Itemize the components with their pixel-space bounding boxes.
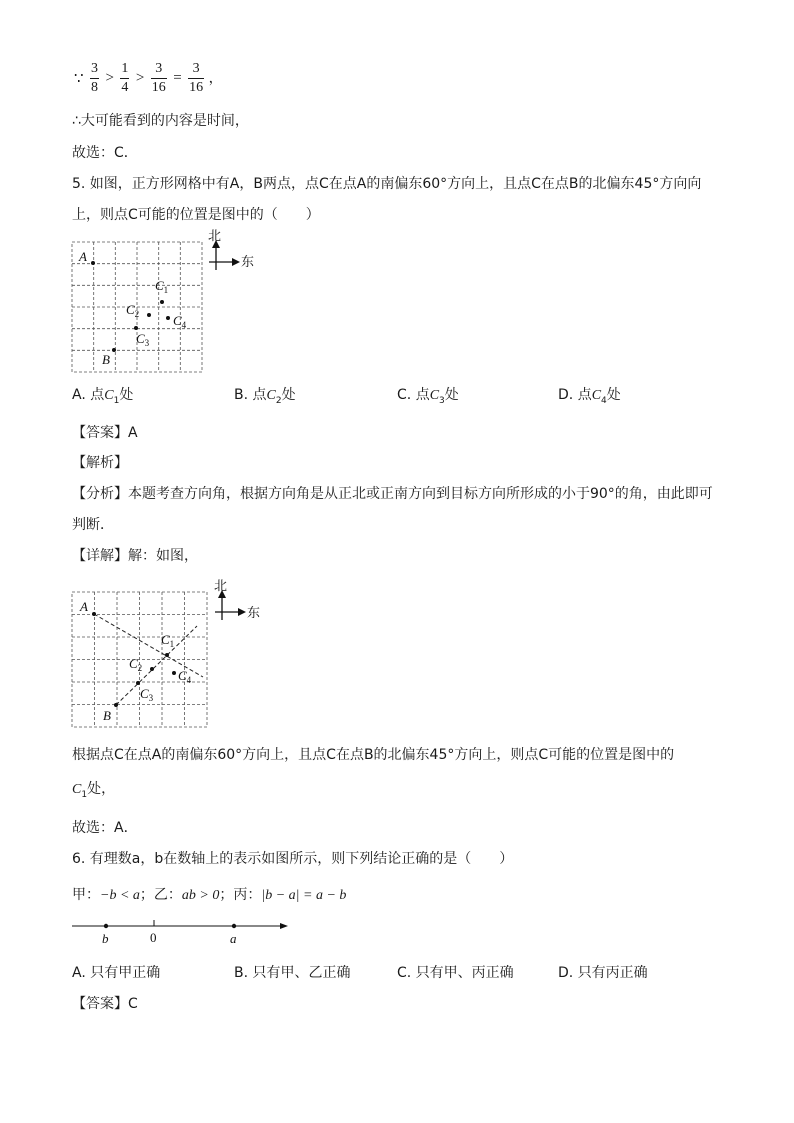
stmt-bing-label: ；丙： <box>219 887 262 903</box>
fenxi-text: 本题考查方向角，根据方向角是从正北或正南方向到目标方向所形成的小于90°的角，由此即可 <box>128 486 713 502</box>
label-b: B <box>103 708 111 723</box>
q5-conclusion-line1: 根据点C在点A的南偏东60°方向上，且点C在点B的北偏东45°方向上，则点C可能的位置是图中的 <box>72 747 675 763</box>
number-line <box>70 914 292 948</box>
label-c3: $C_3$ <box>140 686 154 703</box>
point-b <box>112 348 116 352</box>
fraction: $\frac{3}{16}$ <box>151 61 166 95</box>
q5-options <box>72 384 732 404</box>
q5-option-b[interactable] <box>234 384 296 406</box>
q5-option-a[interactable] <box>72 384 133 406</box>
axis-label-0: 0 <box>150 930 157 945</box>
option-c: C <box>429 388 440 403</box>
option-pre: 点 <box>90 387 105 403</box>
compass-icon <box>215 590 246 620</box>
point-c2 <box>147 313 151 317</box>
q6-answer <box>72 993 138 1013</box>
operator: = <box>173 70 182 86</box>
q5-option-c[interactable] <box>397 384 459 406</box>
stmt-bing-expr: |b − a| = a − b <box>261 888 347 903</box>
point-c1 <box>165 653 169 657</box>
q5-fenxi-line2: 判断． <box>72 517 114 533</box>
option-text: 只有甲、丙正确 <box>415 965 514 981</box>
fraction: $\frac{3}{16}$ <box>189 61 204 95</box>
q5-answer <box>72 422 138 442</box>
label-a: A <box>80 599 88 614</box>
stmt-jia-label: 甲： <box>72 887 100 903</box>
fenxi-tag: 【分析】 <box>72 486 128 502</box>
option-letter: A. <box>72 965 86 981</box>
select-line-prev: 故选：C． <box>72 145 138 161</box>
label-c2: $C_2$ <box>126 302 140 319</box>
label-c4: $C_4$ <box>173 313 187 330</box>
q5-select: 故选：A． <box>72 820 138 836</box>
option-sub: 3 <box>439 395 445 406</box>
stmt-jia-expr: −b < a <box>100 888 140 903</box>
point-c2 <box>150 667 154 671</box>
answer-tag: 【答案】 <box>72 996 128 1012</box>
q5-jiexi-tag: 【解析】 <box>72 455 128 471</box>
option-c: C <box>266 388 276 403</box>
point-c1 <box>160 300 164 304</box>
q5-fenxi-line1 <box>72 483 713 503</box>
conclusion-sub: 1 <box>81 789 88 800</box>
axis-label-a: a <box>230 931 237 946</box>
option-letter: B. <box>234 965 249 981</box>
q6-option-d[interactable] <box>558 962 648 982</box>
point-c3 <box>134 326 138 330</box>
q5-option-d[interactable] <box>558 384 621 406</box>
q5-xiangjie <box>72 545 198 565</box>
option-post: 处 <box>444 387 459 403</box>
point-b <box>114 703 118 707</box>
compass-east: 东 <box>247 606 261 621</box>
point-a <box>91 261 95 265</box>
option-sub: 1 <box>113 395 120 406</box>
stmt-yi-expr: ab > 0 <box>181 888 220 903</box>
option-c: C <box>104 388 114 403</box>
label-b: B <box>102 352 110 367</box>
answer-value: C <box>128 996 138 1012</box>
fraction: $\frac{3}{8}$ <box>91 61 98 95</box>
fraction-inequality <box>72 62 223 95</box>
compass-north: 北 <box>214 579 228 594</box>
label-c1: $C_1$ <box>161 632 175 649</box>
compass-icon <box>209 240 240 270</box>
option-letter: D. <box>558 387 574 403</box>
operator: > <box>135 70 145 86</box>
label-a: A <box>79 249 87 264</box>
point-b <box>104 924 108 928</box>
option-letter: C. <box>397 387 412 403</box>
option-post: 处 <box>281 387 296 403</box>
option-text: 只有丙正确 <box>577 965 648 981</box>
option-sub: 4 <box>601 395 607 406</box>
answer-tag: 【答案】 <box>72 425 128 441</box>
q6-options <box>72 962 732 982</box>
label-c2: $C_2$ <box>129 656 143 673</box>
option-letter: A. <box>72 387 86 403</box>
q6-option-c[interactable] <box>397 962 514 982</box>
option-text: 只有甲、乙正确 <box>252 965 351 981</box>
q5-solution-figure <box>70 574 280 732</box>
q6-option-b[interactable] <box>234 962 351 982</box>
conclusion-c: C <box>72 782 82 797</box>
option-sub: 2 <box>275 395 282 406</box>
point-c4 <box>172 671 176 675</box>
therefore-line: ∴大可能看到的内容是时间， <box>72 113 249 129</box>
operator: > <box>105 70 114 86</box>
label-c1: $C_1$ <box>155 278 169 295</box>
option-post: 处 <box>606 387 621 403</box>
point-a <box>232 924 236 928</box>
xiangjie-tag: 【详解】 <box>72 548 128 564</box>
axis-label-b: b <box>102 931 109 946</box>
comma: ， <box>208 70 223 87</box>
compass-east: 东 <box>241 255 255 270</box>
because-symbol: ∵ <box>74 71 84 87</box>
option-post: 处 <box>119 387 134 403</box>
fraction: $\frac{1}{4}$ <box>121 61 129 95</box>
xiangjie-text: 解：如图， <box>128 548 198 564</box>
conclusion-text: 处， <box>87 781 116 797</box>
compass-north: 北 <box>208 229 222 244</box>
q6-option-a[interactable] <box>72 962 160 982</box>
q5-conclusion-line2 <box>72 778 115 800</box>
arrow-icon <box>280 923 288 929</box>
option-letter: B. <box>234 387 249 403</box>
option-letter: D. <box>558 965 574 981</box>
label-c3: $C_3$ <box>136 331 150 348</box>
option-c: C <box>591 388 602 403</box>
answer-value: A <box>128 425 138 441</box>
option-pre: 点 <box>415 387 430 403</box>
point-c4 <box>166 316 170 320</box>
q5-text-line2: 上，则点C可能的位置是图中的（ ） <box>72 207 320 223</box>
q5-text-line1: 5. 如图，正方形网格中有A，B两点，点C在点A的南偏东60°方向上，且点C在点B的北偏东45°方向向 <box>72 176 702 192</box>
q6-statements <box>72 884 346 904</box>
option-pre: 点 <box>577 387 592 403</box>
label-c4: $C_4$ <box>178 668 192 685</box>
option-letter: C. <box>397 965 412 981</box>
stmt-yi-label: ；乙： <box>139 887 182 903</box>
q5-grid-figure <box>70 228 270 374</box>
point-c3 <box>136 681 140 685</box>
option-pre: 点 <box>252 387 267 403</box>
q6-text-line1: 6. 有理数a，b在数轴上的表示如图所示，则下列结论正确的是（ ） <box>72 851 514 867</box>
option-text: 只有甲正确 <box>90 965 161 981</box>
point-a <box>92 612 96 616</box>
